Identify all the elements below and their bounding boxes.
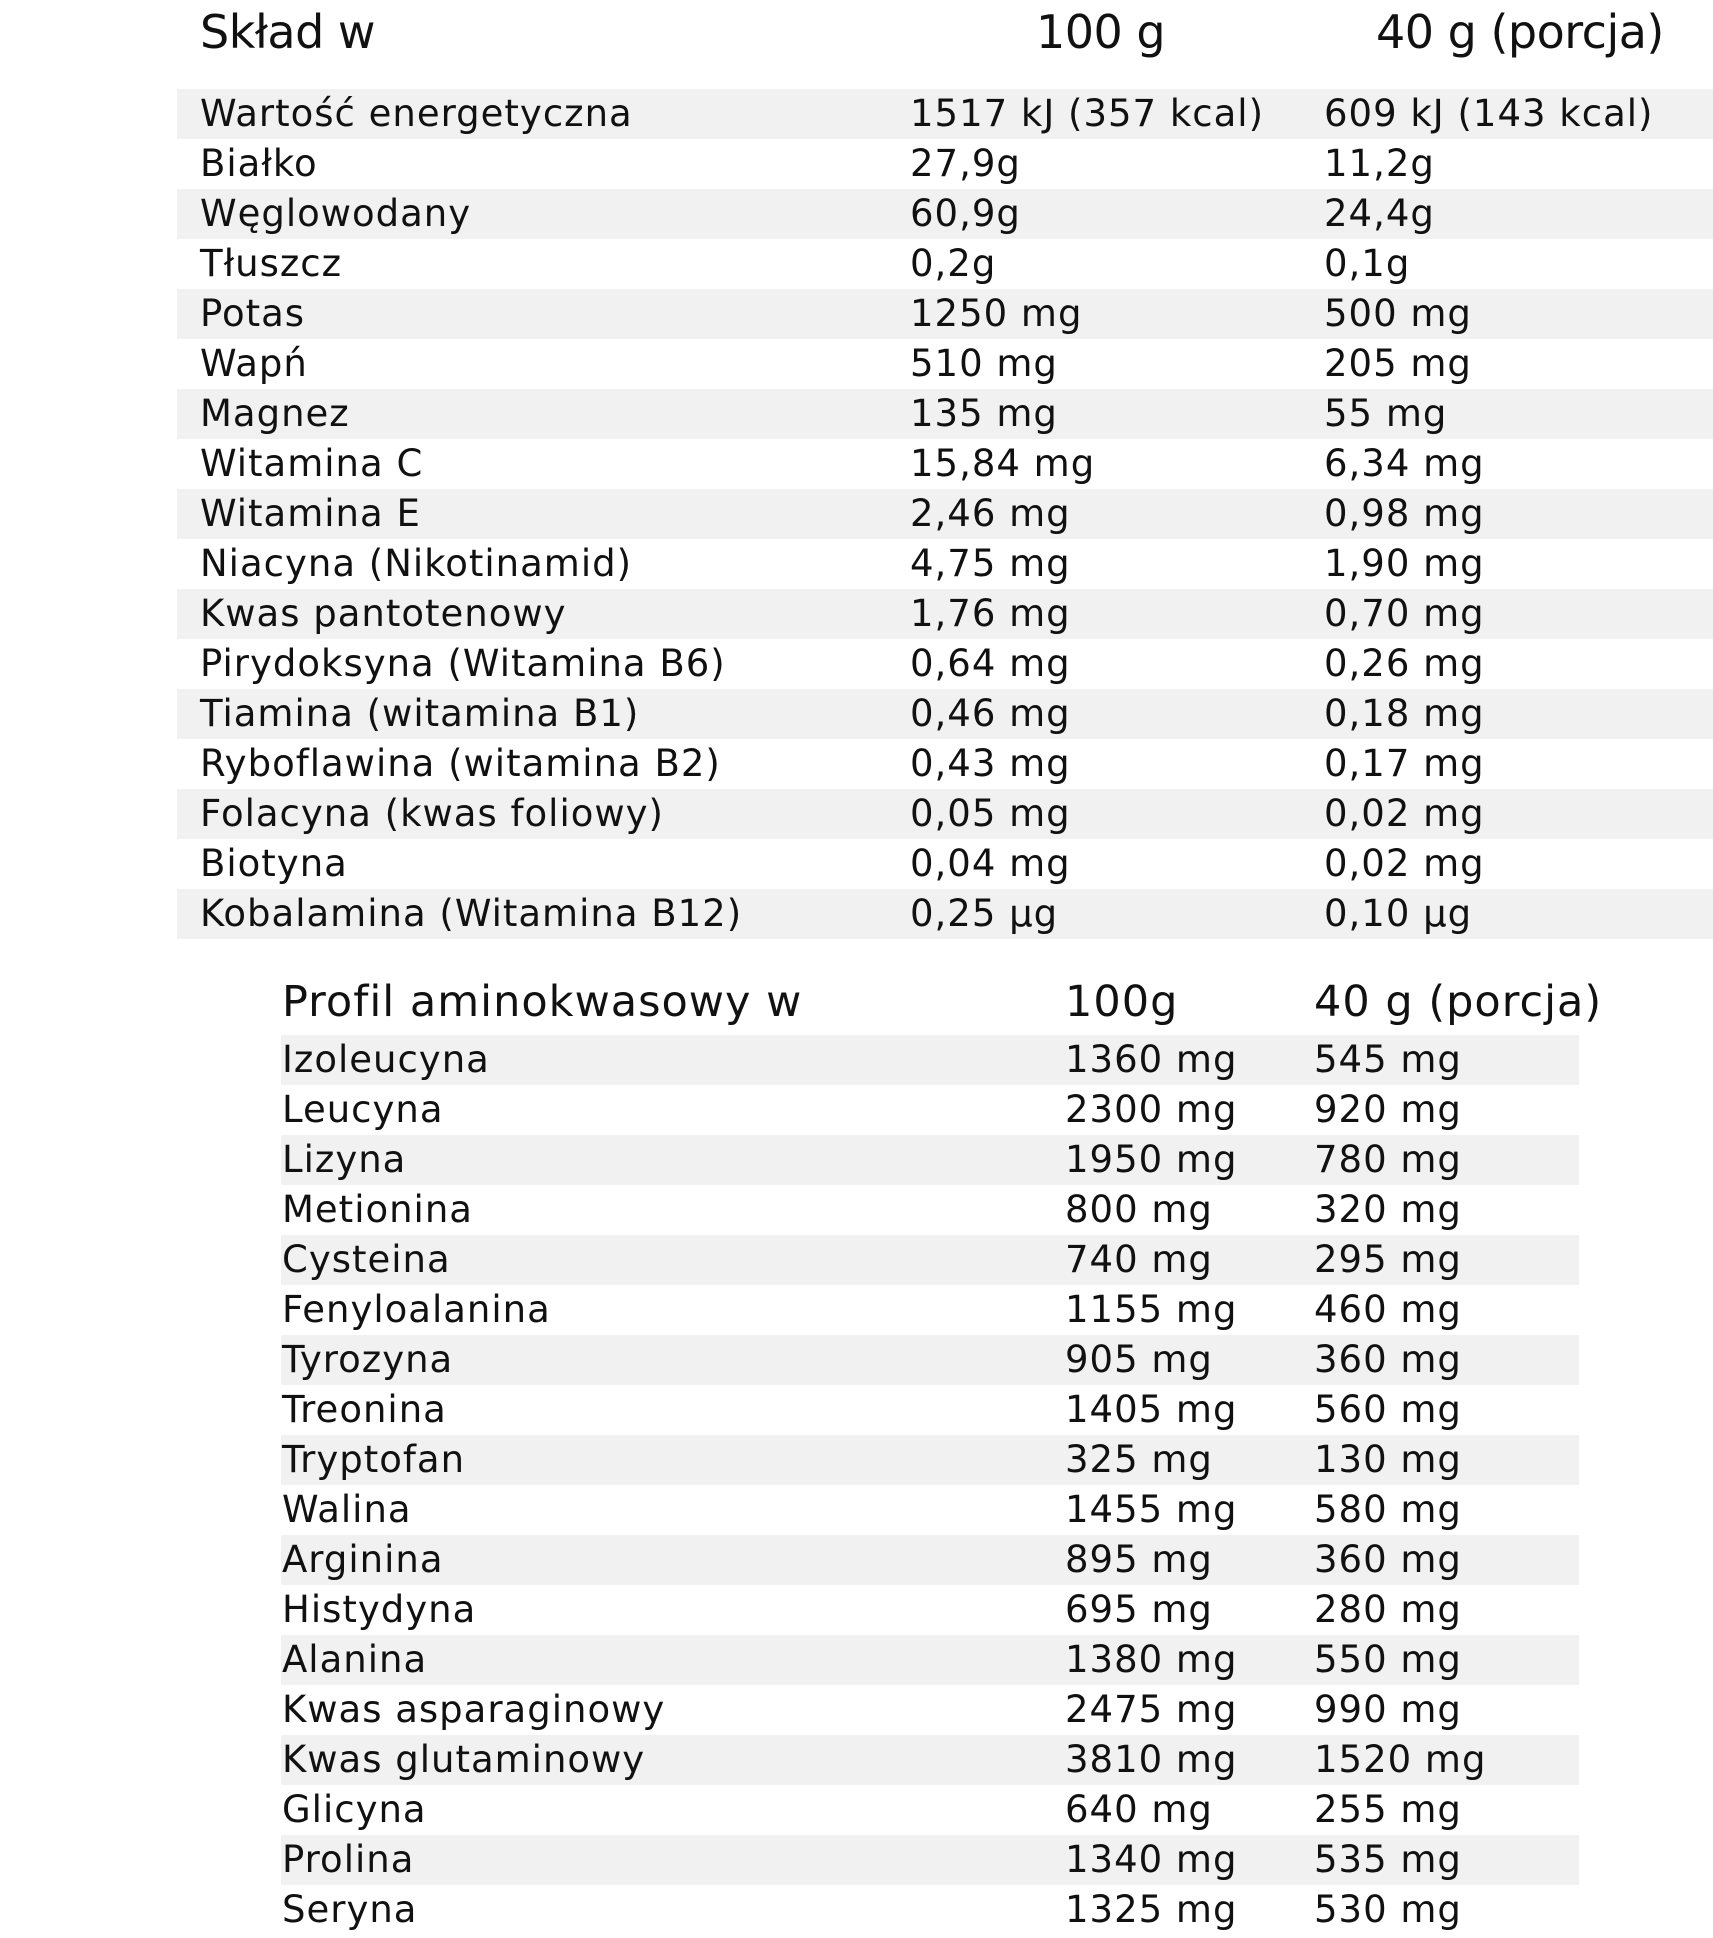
row-name: Treonina [282, 1388, 447, 1431]
row-value-portion: 1520 mg [1314, 1738, 1487, 1781]
row-name: Izoleucyna [282, 1038, 490, 1081]
table-row [177, 739, 1713, 789]
row-name: Leucyna [282, 1088, 444, 1131]
row-name: Walina [282, 1488, 412, 1531]
amino-col-portion: 40 g (porcja) [1314, 977, 1603, 1027]
table-row [177, 189, 1713, 239]
row-value-100g: 1517 kJ (357 kcal) [910, 92, 1264, 135]
row-value-portion: 560 mg [1314, 1388, 1462, 1431]
table-row [177, 689, 1713, 739]
row-value-100g: 4,75 mg [910, 542, 1071, 585]
row-name: Niacyna (Nikotinamid) [200, 542, 633, 585]
row-name: Ryboflawina (witamina B2) [200, 742, 721, 785]
table-row [281, 1885, 1579, 1935]
row-value-portion: 580 mg [1314, 1488, 1462, 1531]
row-value-portion: 255 mg [1314, 1788, 1462, 1831]
amino-header [281, 977, 1603, 1027]
row-value-100g: 1325 mg [1065, 1888, 1238, 1931]
row-name: Wapń [200, 342, 308, 385]
table-row [177, 539, 1713, 589]
row-value-100g: 0,64 mg [910, 642, 1071, 685]
table-row [177, 239, 1713, 289]
row-value-portion: 500 mg [1324, 292, 1472, 335]
row-value-100g: 1155 mg [1065, 1288, 1238, 1331]
table-row [281, 1235, 1579, 1285]
row-value-100g: 0,25 µg [910, 892, 1059, 935]
table-row [177, 789, 1713, 839]
row-value-portion: 460 mg [1314, 1288, 1462, 1331]
table-row [177, 289, 1713, 339]
row-name: Biotyna [200, 842, 348, 885]
table-row [281, 1135, 1579, 1185]
row-value-portion: 360 mg [1314, 1538, 1462, 1581]
row-value-100g: 135 mg [910, 392, 1058, 435]
row-name: Kwas asparaginowy [282, 1688, 666, 1731]
row-value-100g: 60,9g [910, 192, 1021, 235]
row-name: Pirydoksyna (Witamina B6) [200, 642, 726, 685]
row-value-portion: 280 mg [1314, 1588, 1462, 1631]
row-value-portion: 360 mg [1314, 1338, 1462, 1381]
table-row [281, 1185, 1579, 1235]
row-name: Alanina [282, 1638, 428, 1681]
row-name: Lizyna [282, 1138, 407, 1181]
row-value-100g: 1455 mg [1065, 1488, 1238, 1531]
composition-title: Skład w [200, 5, 376, 59]
table-row [281, 1435, 1579, 1485]
row-value-portion: 0,17 mg [1324, 742, 1485, 785]
row-name: Kobalamina (Witamina B12) [200, 892, 743, 935]
row-value-portion: 6,34 mg [1324, 442, 1485, 485]
table-row [177, 339, 1713, 389]
row-name: Węglowodany [200, 192, 472, 235]
row-value-portion: 130 mg [1314, 1438, 1462, 1481]
row-value-100g: 0,05 mg [910, 792, 1071, 835]
row-value-portion: 55 mg [1324, 392, 1448, 435]
row-name: Histydyna [282, 1588, 477, 1631]
row-name: Wartość energetyczna [200, 92, 633, 135]
row-value-100g: 325 mg [1065, 1438, 1213, 1481]
table-row [281, 1835, 1579, 1885]
row-value-100g: 1950 mg [1065, 1138, 1238, 1181]
row-value-portion: 609 kJ (143 kcal) [1324, 92, 1654, 135]
row-name: Potas [200, 292, 306, 335]
table-row [281, 1285, 1579, 1335]
row-value-portion: 0,02 mg [1324, 792, 1485, 835]
row-value-portion: 0,98 mg [1324, 492, 1485, 535]
row-name: Metionina [282, 1188, 473, 1231]
row-value-portion: 0,10 µg [1324, 892, 1473, 935]
row-name: Witamina C [200, 442, 424, 485]
row-value-portion: 990 mg [1314, 1688, 1462, 1731]
row-value-100g: 15,84 mg [910, 442, 1096, 485]
row-name: Folacyna (kwas foliowy) [200, 792, 664, 835]
table-row [177, 439, 1713, 489]
row-value-portion: 545 mg [1314, 1038, 1462, 1081]
row-name: Tyrozyna [282, 1338, 454, 1381]
row-value-portion: 780 mg [1314, 1138, 1462, 1181]
row-name: Prolina [282, 1838, 415, 1881]
row-value-portion: 550 mg [1314, 1638, 1462, 1681]
table-row [281, 1785, 1579, 1835]
row-value-portion: 320 mg [1314, 1188, 1462, 1231]
row-value-100g: 3810 mg [1065, 1738, 1238, 1781]
row-value-portion: 0,1g [1324, 242, 1411, 285]
row-value-100g: 0,46 mg [910, 692, 1071, 735]
table-row [177, 639, 1713, 689]
amino-title: Profil aminokwasowy w [282, 977, 803, 1027]
row-value-100g: 2475 mg [1065, 1688, 1238, 1731]
row-value-100g: 695 mg [1065, 1588, 1213, 1631]
row-name: Magnez [200, 392, 350, 435]
row-value-100g: 1405 mg [1065, 1388, 1238, 1431]
row-value-100g: 640 mg [1065, 1788, 1213, 1831]
table-row [177, 389, 1713, 439]
table-row [281, 1385, 1579, 1435]
row-name: Seryna [282, 1888, 418, 1931]
row-value-100g: 0,43 mg [910, 742, 1071, 785]
table-row [281, 1035, 1579, 1085]
table-row [177, 489, 1713, 539]
row-value-100g: 0,04 mg [910, 842, 1071, 885]
table-row [177, 839, 1713, 889]
table-row [177, 589, 1713, 639]
row-name: Arginina [282, 1538, 444, 1581]
row-name: Tłuszcz [200, 242, 343, 285]
row-name: Tryptofan [282, 1438, 466, 1481]
row-value-portion: 920 mg [1314, 1088, 1462, 1131]
row-value-100g: 740 mg [1065, 1238, 1213, 1281]
row-name: Tiamina (witamina B1) [200, 692, 640, 735]
row-value-100g: 1380 mg [1065, 1638, 1238, 1681]
row-value-portion: 1,90 mg [1324, 542, 1485, 585]
row-value-100g: 1360 mg [1065, 1038, 1238, 1081]
row-value-portion: 295 mg [1314, 1238, 1462, 1281]
table-row [177, 89, 1713, 139]
row-value-portion: 24,4g [1324, 192, 1435, 235]
row-value-100g: 0,2g [910, 242, 997, 285]
row-value-portion: 205 mg [1324, 342, 1472, 385]
row-value-100g: 2300 mg [1065, 1088, 1238, 1131]
row-value-100g: 2,46 mg [910, 492, 1071, 535]
row-value-100g: 905 mg [1065, 1338, 1213, 1381]
table-row [177, 889, 1713, 939]
table-row [281, 1685, 1579, 1735]
row-value-100g: 1,76 mg [910, 592, 1071, 635]
table-row [281, 1635, 1579, 1685]
table-row [281, 1485, 1579, 1535]
table-row [281, 1735, 1579, 1785]
row-value-portion: 530 mg [1314, 1888, 1462, 1931]
row-value-portion: 535 mg [1314, 1838, 1462, 1881]
row-value-portion: 0,02 mg [1324, 842, 1485, 885]
table-row [281, 1535, 1579, 1585]
row-name: Kwas glutaminowy [282, 1738, 646, 1781]
row-name: Kwas pantotenowy [200, 592, 567, 635]
row-value-100g: 895 mg [1065, 1538, 1213, 1581]
row-value-100g: 27,9g [910, 142, 1021, 185]
row-name: Witamina E [200, 492, 421, 535]
row-value-portion: 0,26 mg [1324, 642, 1485, 685]
composition-col-100g: 100 g [1036, 5, 1166, 59]
row-value-100g: 510 mg [910, 342, 1058, 385]
row-name: Białko [200, 142, 318, 185]
composition-col-portion: 40 g (porcja) [1376, 5, 1664, 59]
row-name: Glicyna [282, 1788, 427, 1831]
row-name: Cysteina [282, 1238, 451, 1281]
table-row [177, 139, 1713, 189]
row-value-portion: 0,70 mg [1324, 592, 1485, 635]
row-value-100g: 1250 mg [910, 292, 1083, 335]
amino-col-100g: 100g [1065, 977, 1179, 1027]
table-row [281, 1085, 1579, 1135]
row-value-100g: 1340 mg [1065, 1838, 1238, 1881]
row-value-portion: 11,2g [1324, 142, 1435, 185]
table-row [281, 1335, 1579, 1385]
row-value-100g: 800 mg [1065, 1188, 1213, 1231]
row-name: Fenyloalanina [282, 1288, 551, 1331]
row-value-portion: 0,18 mg [1324, 692, 1485, 735]
table-row [281, 1585, 1579, 1635]
